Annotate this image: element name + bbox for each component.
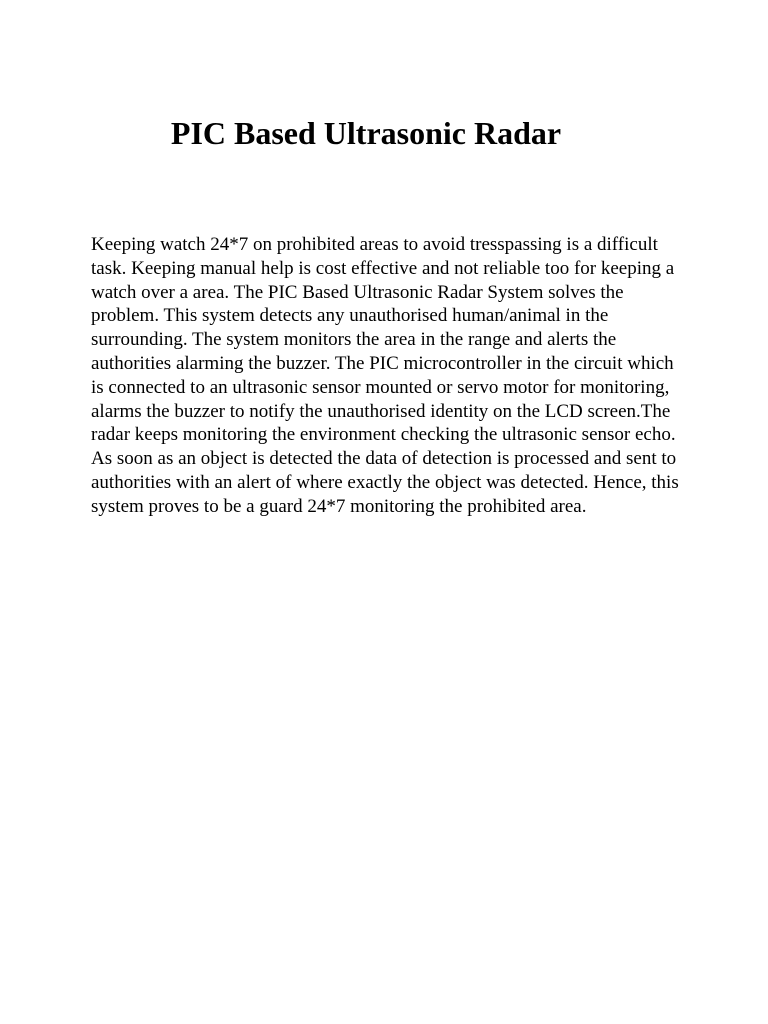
page-title: PIC Based Ultrasonic Radar [170, 115, 562, 151]
body-paragraph: Keeping watch 24*7 on prohibited areas to avoid tresspassing is a difficult task. Keeping manual help is cost effective and not reliable too for keeping a watch over a area. The PIC Based Ultrasonic Radar System solves the problem. This system detects any unauthorised human/animal in the surrounding. The system monitors the area in the range and alerts the authorities alarming the buzzer. The PIC microcontroller in the circuit which is connected to an ultrasonic sensor mounted or servo motor for monitoring, alarms the buzzer to notify the unauthorised identity on the LCD screen.The radar keeps monitoring the environment checking the ultrasonic sensor echo. As soon as an object is detected the data of detection is processed and sent to authorities with an alert of where exactly the object was detected. Hence, this system proves to be a guard 24*7 monitoring the prohibited area. [91, 234, 679, 517]
